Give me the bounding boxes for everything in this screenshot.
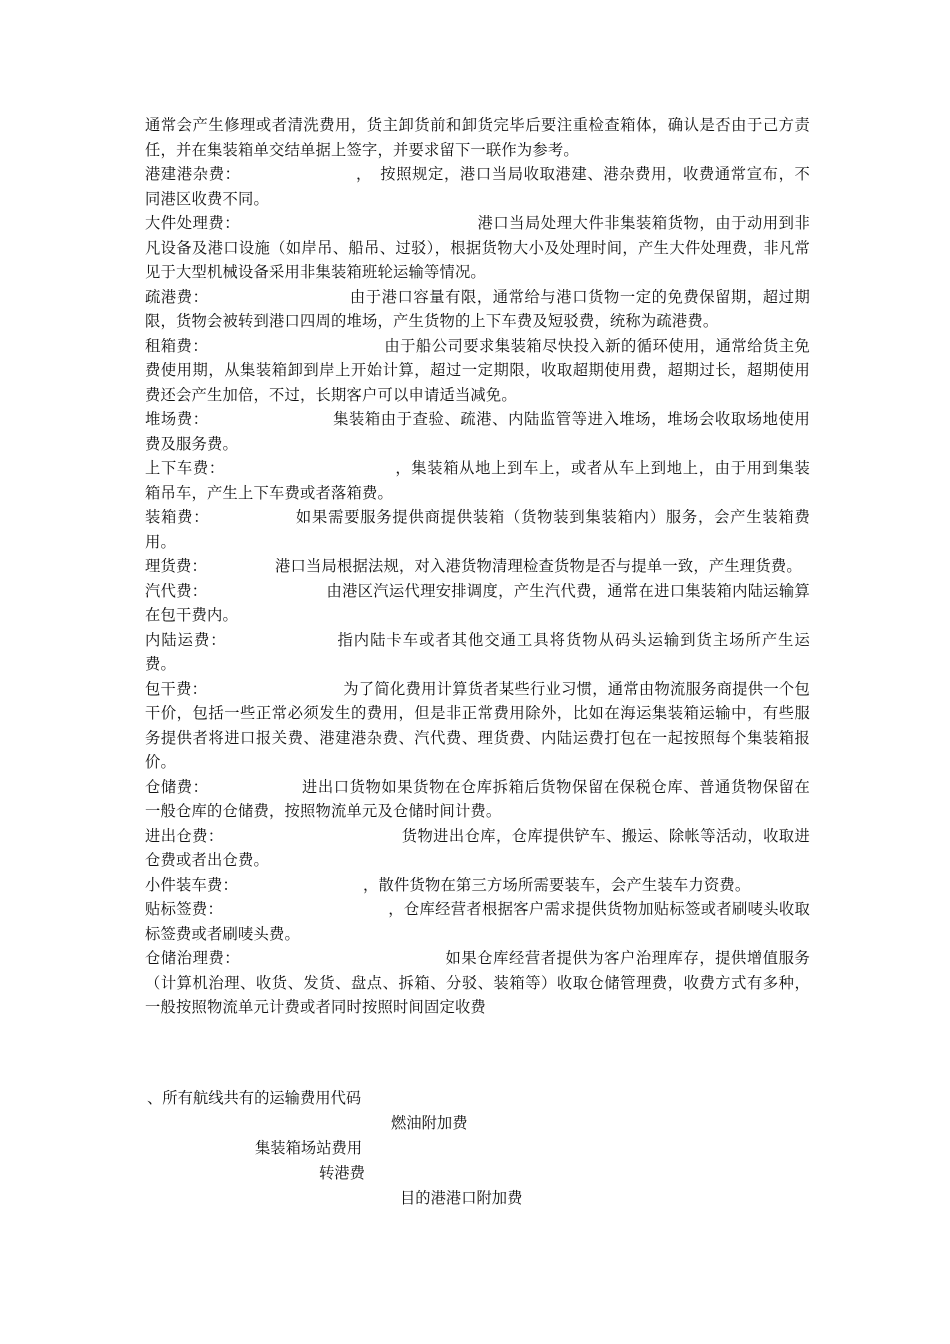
fee-term: 港建港杂费： — [145, 165, 241, 183]
fee-term: 上下车费： — [145, 459, 225, 477]
fee-desc: ，散件货物在第三方场所需要装车，会产生装车力资费。 — [362, 875, 751, 894]
fee-term: 内陆运费： — [145, 630, 227, 649]
fee-term: 理货费： — [145, 557, 207, 575]
fee-term: 进出仓费： — [145, 826, 224, 845]
fee-desc: ，集装箱从地上到车上，或者从车上到地上，由于用到集装箱吊车，产生上下车费或者落箱费。 — [145, 459, 810, 502]
fee-desc: 由于船公司要求集装箱尽快投入新的循环使用，通常给货主免费使用期，从集装箱卸到岸上开始计算，超过一定期限，收取超期使用费，超期过长，超期使用费还会产生加倍，不过，长期客户可以申请适当减免。 — [145, 336, 810, 404]
fee-desc: 如果仓库经营者提供为客户治理库存，提供增值服务（计算机治理、收货、发货、盘点、拆箱、分驳、装箱等）收取仓储管理费，收费方式有多种，一般按照物流单元计费或者同时按照时间固定收费 — [145, 949, 810, 1016]
fee-term: 大件处理费： — [145, 214, 241, 232]
fee-desc: ， 按照规定，港口当局收取港建、港杂费用，收费通常宣布，不同港区收费不同。 — [145, 165, 811, 208]
fee-item-port-construction — [145, 162, 810, 211]
fee-desc: 为了简化费用计算货者某些行业习惯，通常由物流服务商提供一个包干价，包括一些正常必须发生的费用，但是非正常费用除外，比如在海运集装箱运输中，有些服务提供者将进口报关费、港建港杂费、汽代费、理货费、内陆运费打包在一起按照每个集装箱报价。 — [145, 679, 810, 771]
fee-item-stuffing — [145, 505, 810, 554]
fee-term: 仓储费： — [145, 777, 209, 796]
code-destination-surcharge: 目的港港口附加费 — [400, 1189, 523, 1207]
fee-item-lift-on-off — [145, 456, 810, 505]
fee-desc: 指内陆卡车或者其他交通工具将货物从码头运输到货主场所产生运费。 — [145, 630, 810, 673]
fee-desc: 货物进出仓库，仓库提供铲车、搬运、除帐等活动，收取进仓费或者出仓费。 — [145, 826, 810, 869]
fee-desc: 如果需要服务提供商提供装箱（货物装到集装箱内）服务，会产生装箱费用。 — [145, 508, 810, 551]
fee-desc: 由港区汽运代理安排调度，产生汽代费，通常在进口集装箱内陆运输算在包干费内。 — [145, 581, 810, 624]
fee-desc: 由于港口容量有限，通常给与港口货物一定的免费保留期，超过期限，货物会被转到港口四周的堆场，产生货物的上下车费及短驳费，统称为疏港费。 — [145, 287, 810, 330]
fee-item-small-loading — [145, 873, 810, 898]
intro-paragraph: 通常会产生修理或者清洗费用，货主卸货前和卸货完毕后要注重检查箱体，确认是否由于己方责任，并在集装箱单交结单据上签字，并要求留下一联作为参考。 — [145, 116, 810, 159]
fee-term: 仓储治理费： — [145, 949, 241, 967]
code-terminal-handling: 集装箱场站费用 — [255, 1139, 363, 1157]
fee-desc: 集装箱由于查验、疏港、内陆监管等进入堆场，堆场会收取场地使用费及服务费。 — [145, 410, 810, 453]
fee-term: 汽代费： — [145, 581, 208, 600]
document-body — [145, 113, 810, 1020]
fee-item-lump-sum — [145, 677, 810, 775]
fee-item-tally — [145, 554, 810, 579]
fee-item-trucking-agency — [145, 579, 810, 628]
fee-item-storage — [145, 775, 810, 824]
fee-item-port-clearance — [145, 285, 810, 334]
fee-item-warehouse-management — [145, 946, 810, 1020]
fee-item-labeling — [145, 897, 810, 946]
code-transshipment: 转港费 — [319, 1164, 365, 1182]
fee-item-warehouse-in-out — [145, 824, 810, 873]
fee-term: 包干费： — [145, 679, 208, 698]
fee-term: 贴标签费： — [145, 900, 224, 918]
fee-term: 装箱费： — [145, 508, 210, 526]
fee-desc: 港口当局根据法规，对入港货物清理检查货物是否与提单一致，产生理货费。 — [275, 557, 802, 575]
fee-desc: ，仓库经营者根据客户需求提供货物加贴标签或者刷唛头收取标签费或者刷唛头费。 — [145, 900, 810, 943]
fee-item-container-rental — [145, 334, 810, 408]
fee-item-inland-freight — [145, 628, 810, 677]
fee-desc: 港口当局处理大件非集装箱货物，由于动用到非凡设备及港口设施（如岸吊、船吊、过驳），根据货物大小及处理时间，产生大件处理费，非凡常见于大型机械设备采用非集装箱班轮运输等情况。 — [145, 214, 811, 281]
fee-item-heavy-lift — [145, 211, 810, 285]
fee-term: 租箱费： — [145, 336, 209, 355]
fee-term: 小件装车费： — [145, 875, 238, 894]
fee-desc: 进出口货物如果货物在仓库拆箱后货物保留在保税仓库、普通货物保留在一般仓库的仓储费，按照物流单元及仓储时间计费。 — [145, 777, 810, 820]
fee-term: 疏港费： — [145, 287, 209, 306]
section-title: 、所有航线共有的运输费用代码 — [147, 1089, 362, 1107]
code-bunker-surcharge: 燃油附加费 — [391, 1114, 468, 1132]
fee-term: 堆场费： — [145, 410, 209, 428]
fee-item-yard — [145, 407, 810, 456]
